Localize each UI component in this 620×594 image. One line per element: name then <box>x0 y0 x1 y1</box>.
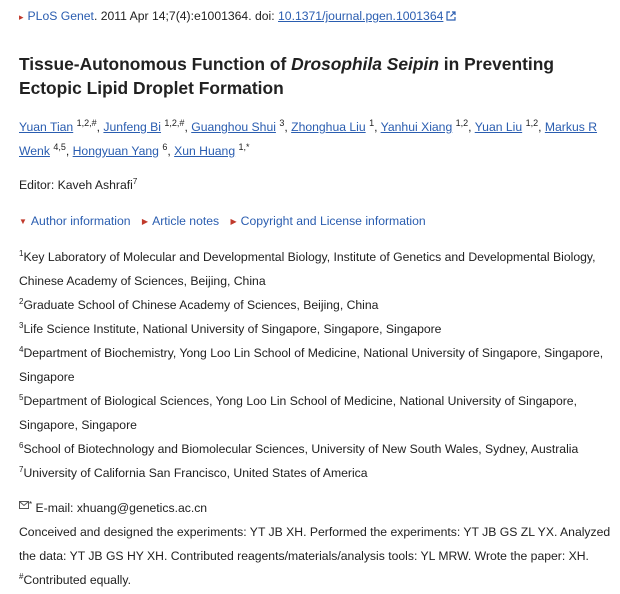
affiliation-text: Department of Biological Sciences, Yong Loo Lin School of Medicine, National University of Singapore, Singapore, Singapore <box>19 394 577 432</box>
author-link[interactable]: Yanhui Xiang <box>380 120 453 134</box>
affiliation-item <box>19 317 611 341</box>
author-link[interactable]: Yuan Liu <box>474 120 523 134</box>
affiliation-item <box>19 293 611 317</box>
affiliation-text: Department of Biochemistry, Yong Loo Lin School of Medicine, National University of Singapore, Singapore, Singapore <box>19 346 604 384</box>
affiliation-item <box>19 341 611 389</box>
author-information-toggle[interactable] <box>19 214 131 228</box>
contributions-text: Conceived and designed the experiments: YT JB XH. Performed the experiments: YT JB GS ZL YX. Analyzed the data: YT JB GS HY XH. Contributed reagents/materials/analysis tools: YL MRW. Wrote the paper: XH. <box>19 525 611 563</box>
affiliation-text: Life Science Institute, National University of Singapore, Singapore, Singapore <box>23 322 442 336</box>
author-link[interactable]: Yuan Tian <box>19 120 74 134</box>
author-link[interactable]: Hongyuan Yang <box>72 144 159 158</box>
author-affiliation-sup: 1,2 <box>525 118 539 128</box>
triangle-right-icon: ▶ <box>141 217 149 226</box>
author-link[interactable]: Markus R Wenk <box>19 120 598 158</box>
title-italic: Drosophila Seipin <box>291 54 439 74</box>
affiliation-number: 5 <box>19 393 24 402</box>
author-list: Yuan Tian $^{1,2,\#}$, Junfeng Bi $^{1,2,\#}$, Guanghou Shui $^3$, Zhonghua Liu $^1$, Yanhui Xiang $^{1,2}$, Yuan Liu $^{1,2}$, Markus R Wenk $^{4,5}$, Hongyuan Yang $^6$, Xun Huang $^{1,*}$ <box>19 118 598 158</box>
triangle-down-icon: ▼ <box>19 217 27 226</box>
article-info-toggles <box>19 212 434 231</box>
doi-link[interactable]: 10.1371/journal.pgen.1001364 <box>278 9 444 23</box>
citation-details: . 2011 Apr 14;7(4):e1001364. doi: <box>93 9 279 23</box>
editor-sup: 7 <box>132 177 138 186</box>
editor-name: Kaveh Ashrafi <box>57 178 133 192</box>
equal-sup: # <box>19 572 24 581</box>
author-affiliation-sup: 1,2 <box>455 118 469 128</box>
affiliation-text: Key Laboratory of Molecular and Developmental Biology, Institute of Genetics and Developmental Biology, Chinese Academy of Sciences, Beijing, China <box>19 250 596 288</box>
article-notes-toggle[interactable] <box>142 214 219 228</box>
triangle-right-icon: ▶ <box>230 217 237 226</box>
mail-icon <box>19 501 29 509</box>
title-part-1: Tissue-Autonomous Function of <box>19 54 292 74</box>
author-affiliation-sup: 1,2,# <box>76 118 97 128</box>
author-affiliation-sup: 1 <box>369 118 375 128</box>
article-title <box>19 52 609 100</box>
title-part-2: in Preventing Ectopic Lipid Droplet Formation <box>19 54 554 98</box>
affiliation-text: Graduate School of Chinese Academy of Sciences, Beijing, China <box>23 298 379 312</box>
editor-line <box>19 177 137 193</box>
equal-text: Contributed equally. <box>23 573 131 587</box>
affiliation-item <box>19 461 611 485</box>
author-information-label: Author information <box>30 214 131 228</box>
author-affiliation-sup: 3 <box>279 118 285 128</box>
affiliation-number: 1 <box>19 249 24 258</box>
citation-arrow-icon: ▸ <box>19 12 24 22</box>
author-link[interactable]: Guanghou Shui <box>191 120 276 134</box>
affiliation-number: 3 <box>19 321 24 330</box>
editor-label: Editor: <box>19 178 58 192</box>
affiliation-number: 4 <box>19 345 24 354</box>
email-sup: * <box>29 500 33 509</box>
email-text: E-mail: xhuang@genetics.ac.cn <box>32 501 208 515</box>
affiliation-list <box>19 245 611 485</box>
article-notes-label: Article notes <box>152 214 220 228</box>
affiliation-number: 6 <box>19 441 24 450</box>
affiliation-number: 2 <box>19 297 24 306</box>
author-link[interactable]: Junfeng Bi <box>103 120 162 134</box>
author-link[interactable]: Zhonghua Liu <box>291 120 366 134</box>
author-affiliation-sup: 6 <box>162 142 168 152</box>
affiliation-item <box>19 245 611 293</box>
author-affiliation-sup: 4,5 <box>53 142 66 152</box>
affiliation-item <box>19 389 611 437</box>
email-line <box>19 496 611 520</box>
external-link-icon[interactable] <box>446 11 456 21</box>
citation-line <box>19 8 456 25</box>
affiliation-item <box>19 437 611 461</box>
journal-link[interactable]: PLoS Genet <box>27 9 94 23</box>
author-affiliation-sup: 1,* <box>238 142 250 152</box>
author-link[interactable]: Xun Huang <box>174 144 236 158</box>
equal-contribution-line <box>19 568 611 592</box>
affiliation-number: 7 <box>19 465 24 474</box>
copyright-toggle[interactable] <box>231 214 426 228</box>
author-notes <box>19 496 611 592</box>
affiliation-text: School of Biotechnology and Biomolecular Sciences, University of New South Wales, Sydney, Australia <box>23 442 579 456</box>
affiliation-text: University of California San Francisco, United States of America <box>23 466 368 480</box>
copyright-label: Copyright and License information <box>240 214 426 228</box>
author-affiliation-sup: 1,2,# <box>164 118 185 128</box>
